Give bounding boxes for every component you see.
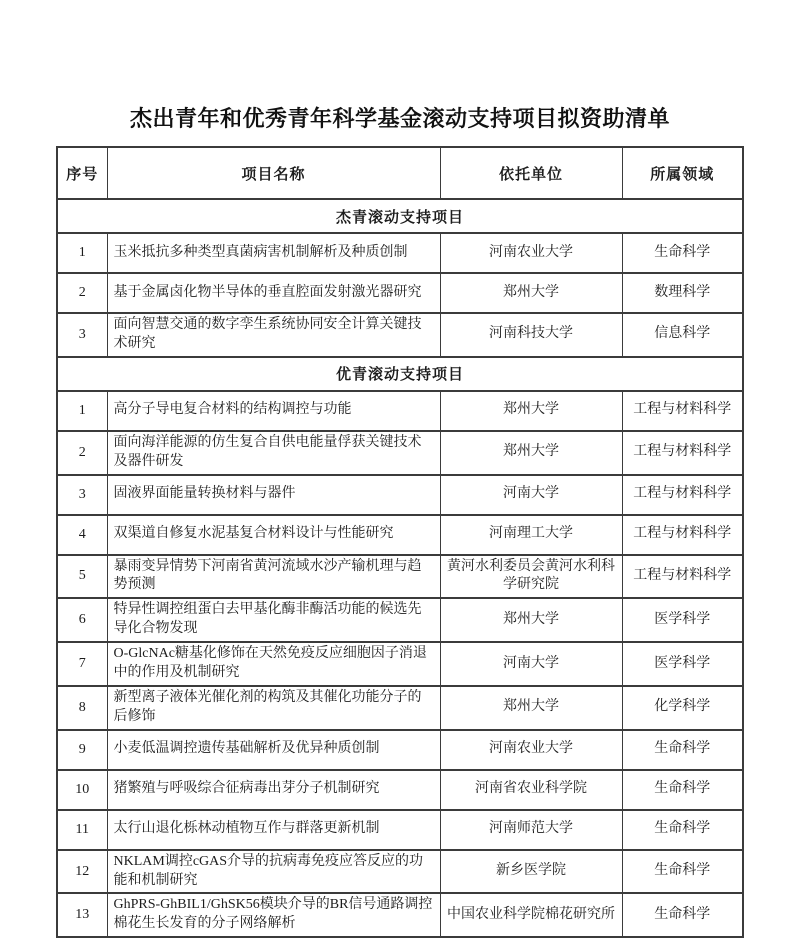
table-body [57, 199, 743, 937]
section-label: 杰青滚动支持项目 [57, 199, 743, 233]
project-name: GhPRS-GhBIL1/GhSK56模块介导的BR信号通路调控棉花生长发育的分子网络解析 [107, 893, 440, 937]
project-name: 面向智慧交通的数字孪生系统协同安全计算关键技术研究 [107, 313, 440, 357]
table-row [57, 810, 743, 850]
row-number: 12 [57, 850, 107, 894]
table-row [57, 642, 743, 686]
row-number: 6 [57, 598, 107, 642]
funding-table [56, 146, 744, 938]
row-number: 2 [57, 431, 107, 475]
project-name: 特异性调控组蛋白去甲基化酶非酶活功能的候选先导化合物发现 [107, 598, 440, 642]
field-name: 数理科学 [622, 273, 743, 313]
institution-name: 新乡医学院 [440, 850, 622, 894]
table-row [57, 598, 743, 642]
project-name: 基于金属卤化物半导体的垂直腔面发射激光器研究 [107, 273, 440, 313]
row-number: 1 [57, 391, 107, 431]
col-header-project: 项目名称 [107, 147, 440, 199]
field-name: 工程与材料科学 [622, 515, 743, 555]
header-row [57, 147, 743, 199]
institution-name: 中国农业科学院棉花研究所 [440, 893, 622, 937]
row-number: 13 [57, 893, 107, 937]
project-name: 暴雨变异情势下河南省黄河流域水沙产输机理与趋势预测 [107, 555, 440, 599]
field-name: 工程与材料科学 [622, 555, 743, 599]
project-name: 面向海洋能源的仿生复合自供电能量俘获关键技术及器件研发 [107, 431, 440, 475]
row-number: 5 [57, 555, 107, 599]
table-row [57, 391, 743, 431]
field-name: 生命科学 [622, 893, 743, 937]
institution-name: 河南理工大学 [440, 515, 622, 555]
project-name: 高分子导电复合材料的结构调控与功能 [107, 391, 440, 431]
document-title: 杰出青年和优秀青年科学基金滚动支持项目拟资助清单 [129, 106, 670, 131]
field-name: 化学科学 [622, 686, 743, 730]
table-row [57, 313, 743, 357]
institution-name: 河南师范大学 [440, 810, 622, 850]
table-row [57, 730, 743, 770]
section-label: 优青滚动支持项目 [57, 357, 743, 391]
section-header-row [57, 199, 743, 233]
row-number: 9 [57, 730, 107, 770]
row-number: 10 [57, 770, 107, 810]
project-name: NKLAM调控cGAS介导的抗病毒免疫应答反应的功能和机制研究 [107, 850, 440, 894]
table-row [57, 850, 743, 894]
table-header [57, 147, 743, 199]
institution-name: 郑州大学 [440, 598, 622, 642]
field-name: 医学科学 [622, 642, 743, 686]
field-name: 工程与材料科学 [622, 475, 743, 515]
project-name: 新型离子液体光催化剂的构筑及其催化功能分子的后修饰 [107, 686, 440, 730]
col-header-no: 序号 [57, 147, 107, 199]
table-row [57, 686, 743, 730]
institution-name: 郑州大学 [440, 431, 622, 475]
col-header-institution: 依托单位 [440, 147, 622, 199]
institution-name: 黄河水利委员会黄河水利科学研究院 [440, 555, 622, 599]
project-name: O-GlcNAc糖基化修饰在天然免疫反应细胞因子消退中的作用及机制研究 [107, 642, 440, 686]
table-row [57, 770, 743, 810]
table-row [57, 431, 743, 475]
row-number: 3 [57, 475, 107, 515]
field-name: 工程与材料科学 [622, 431, 743, 475]
table-row [57, 893, 743, 937]
field-name: 工程与材料科学 [622, 391, 743, 431]
row-number: 4 [57, 515, 107, 555]
row-number: 1 [57, 233, 107, 273]
project-name: 固液界面能量转换材料与器件 [107, 475, 440, 515]
table-row [57, 555, 743, 599]
row-number: 8 [57, 686, 107, 730]
row-number: 7 [57, 642, 107, 686]
field-name: 信息科学 [622, 313, 743, 357]
field-name: 生命科学 [622, 730, 743, 770]
institution-name: 郑州大学 [440, 391, 622, 431]
field-name: 生命科学 [622, 233, 743, 273]
project-name: 小麦低温调控遗传基础解析及优异种质创制 [107, 730, 440, 770]
table-row [57, 273, 743, 313]
institution-name: 郑州大学 [440, 686, 622, 730]
institution-name: 河南农业大学 [440, 233, 622, 273]
institution-name: 河南大学 [440, 642, 622, 686]
institution-name: 郑州大学 [440, 273, 622, 313]
section-header-row [57, 357, 743, 391]
institution-name: 河南科技大学 [440, 313, 622, 357]
project-name: 太行山退化栎林动植物互作与群落更新机制 [107, 810, 440, 850]
project-name: 猪繁殖与呼吸综合征病毒出芽分子机制研究 [107, 770, 440, 810]
field-name: 生命科学 [622, 810, 743, 850]
table-row [57, 233, 743, 273]
table-row [57, 515, 743, 555]
project-name: 双渠道自修复水泥基复合材料设计与性能研究 [107, 515, 440, 555]
institution-name: 河南大学 [440, 475, 622, 515]
institution-name: 河南农业大学 [440, 730, 622, 770]
field-name: 生命科学 [622, 850, 743, 894]
institution-name: 河南省农业科学院 [440, 770, 622, 810]
project-name: 玉米抵抗多种类型真菌病害机制解析及种质创制 [107, 233, 440, 273]
field-name: 医学科学 [622, 598, 743, 642]
col-header-field: 所属领域 [622, 147, 743, 199]
row-number: 11 [57, 810, 107, 850]
row-number: 3 [57, 313, 107, 357]
field-name: 生命科学 [622, 770, 743, 810]
table-row [57, 475, 743, 515]
row-number: 2 [57, 273, 107, 313]
